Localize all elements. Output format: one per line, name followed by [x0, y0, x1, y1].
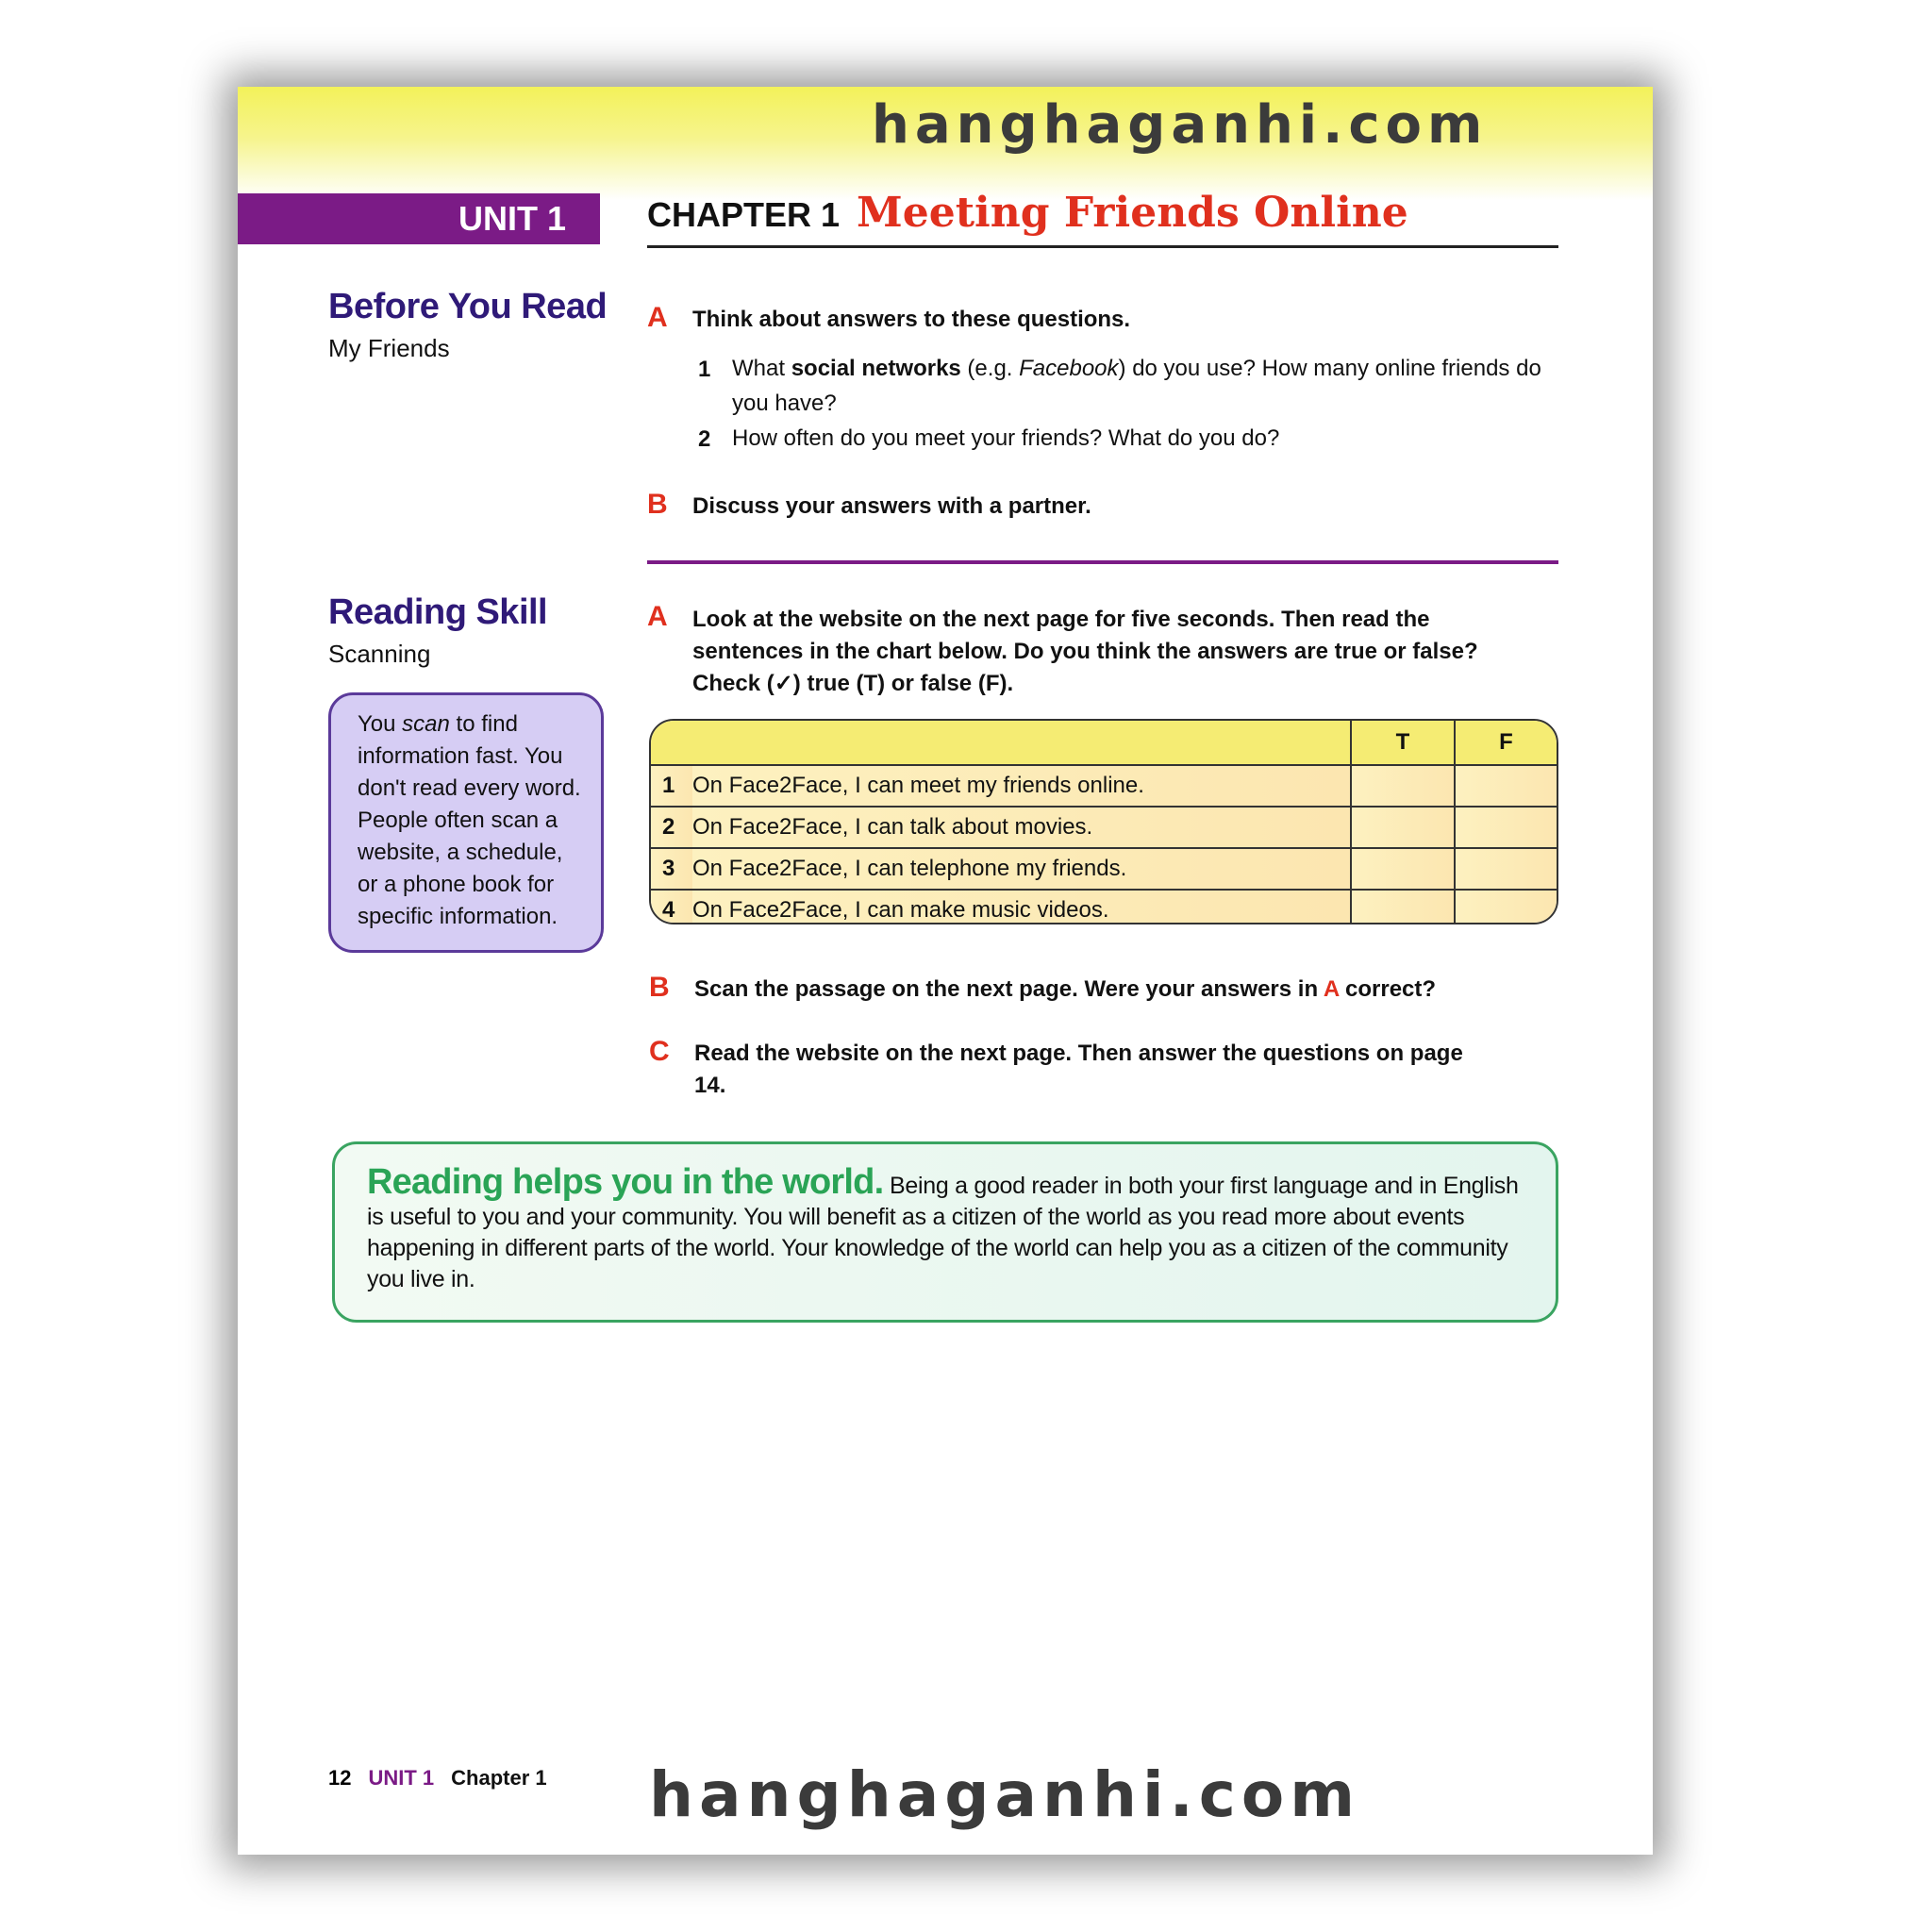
- question-2: How often do you meet your friends? What do you do?: [732, 425, 1280, 451]
- scan-term: scan: [402, 711, 450, 737]
- instruction-a1: Think about answers to these questions.: [692, 307, 1131, 332]
- row-statement: On Face2Face, I can talk about movies.: [692, 807, 1351, 848]
- row-statement: On Face2Face, I can telephone my friends.: [692, 848, 1351, 890]
- facebook-term: Facebook: [1019, 356, 1119, 381]
- section-letter-c: C: [649, 1036, 670, 1067]
- section-divider: [647, 560, 1558, 564]
- textbook-page: [238, 87, 1653, 1855]
- question-number-2: 2: [698, 426, 711, 452]
- column-true: T: [1351, 721, 1455, 765]
- unit-tab: UNIT 1: [238, 193, 600, 244]
- instruction-a2: Look at the website on the next page for five seconds. Then read the sentences in the chart below. Do you think the answers are true or false? Check (✓) true (T) or false (F).: [692, 607, 1478, 696]
- row-number: 1: [651, 765, 692, 807]
- row-statement: On Face2Face, I can meet my friends online.: [692, 765, 1351, 807]
- question-number-1: 1: [698, 357, 711, 382]
- false-checkbox-cell[interactable]: [1455, 848, 1557, 890]
- page-footer: [328, 1766, 547, 1790]
- footer-unit: UNIT 1: [368, 1766, 435, 1790]
- row-number: 2: [651, 807, 692, 848]
- chart-header-row: [651, 721, 1557, 765]
- social-networks-term: social networks: [791, 356, 961, 381]
- world-box-title: Reading helps you in the world.: [367, 1162, 884, 1202]
- page-number: 12: [328, 1766, 352, 1790]
- row-number: 3: [651, 848, 692, 890]
- watermark-top: hanghaganhi.com: [872, 94, 1489, 156]
- table-row: [651, 848, 1557, 890]
- section-letter-a1: A: [647, 302, 668, 333]
- chart-header-blank: [651, 721, 1351, 765]
- before-you-read-heading: Before You Read: [328, 287, 608, 326]
- true-checkbox-cell[interactable]: [1351, 807, 1455, 848]
- instruction-b2: Scan the passage on the next page. Were your answers in A correct?: [694, 976, 1437, 1002]
- table-row: [651, 807, 1557, 848]
- row-statement: On Face2Face, I can make music videos.: [692, 890, 1351, 924]
- highlight-letter-a: A: [1323, 976, 1340, 1002]
- chapter-header: [647, 189, 1558, 248]
- true-checkbox-cell[interactable]: [1351, 890, 1455, 924]
- instruction-c: Read the website on the next page. Then answer the questions on page 14.: [694, 1041, 1463, 1098]
- reading-world-box: [332, 1141, 1558, 1323]
- true-checkbox-cell[interactable]: [1351, 765, 1455, 807]
- world-box-body: Being a good reader in both your first language and in English is useful to you and your community. You will benefit as a citizen of the world as you read more about events happening in different parts of the world. Your knowledge of the world can help you as a citizen of the community you live in.: [367, 1173, 1519, 1292]
- true-checkbox-cell[interactable]: [1351, 848, 1455, 890]
- chapter-label: CHAPTER 1: [647, 195, 841, 234]
- footer-chapter: Chapter 1: [451, 1766, 547, 1790]
- row-number: 4: [651, 890, 692, 924]
- section-letter-b2: B: [649, 972, 670, 1003]
- false-checkbox-cell[interactable]: [1455, 890, 1557, 924]
- watermark-bottom: hanghaganhi.com: [649, 1758, 1360, 1831]
- instruction-b1: Discuss your answers with a partner.: [692, 493, 1091, 519]
- false-checkbox-cell[interactable]: [1455, 807, 1557, 848]
- table-row: [651, 890, 1557, 924]
- section-letter-b1: B: [647, 489, 668, 520]
- column-false: F: [1455, 721, 1557, 765]
- false-checkbox-cell[interactable]: [1455, 765, 1557, 807]
- table-row: [651, 765, 1557, 807]
- before-you-read-subheading: My Friends: [328, 334, 450, 362]
- true-false-chart: [649, 719, 1558, 924]
- reading-skill-heading: Reading Skill: [328, 592, 548, 632]
- section-letter-a2: A: [647, 601, 668, 632]
- reading-skill-subheading: Scanning: [328, 640, 431, 668]
- question-1: What social networks (e.g. Facebook) do you use? How many online friends do you have?: [732, 356, 1541, 416]
- scanning-tip-box: You scan to find information fast. You don't read every word. People often scan a website, a schedule, or a phone book for specific information.: [328, 692, 604, 953]
- chapter-title: Meeting Friends Online: [857, 189, 1408, 237]
